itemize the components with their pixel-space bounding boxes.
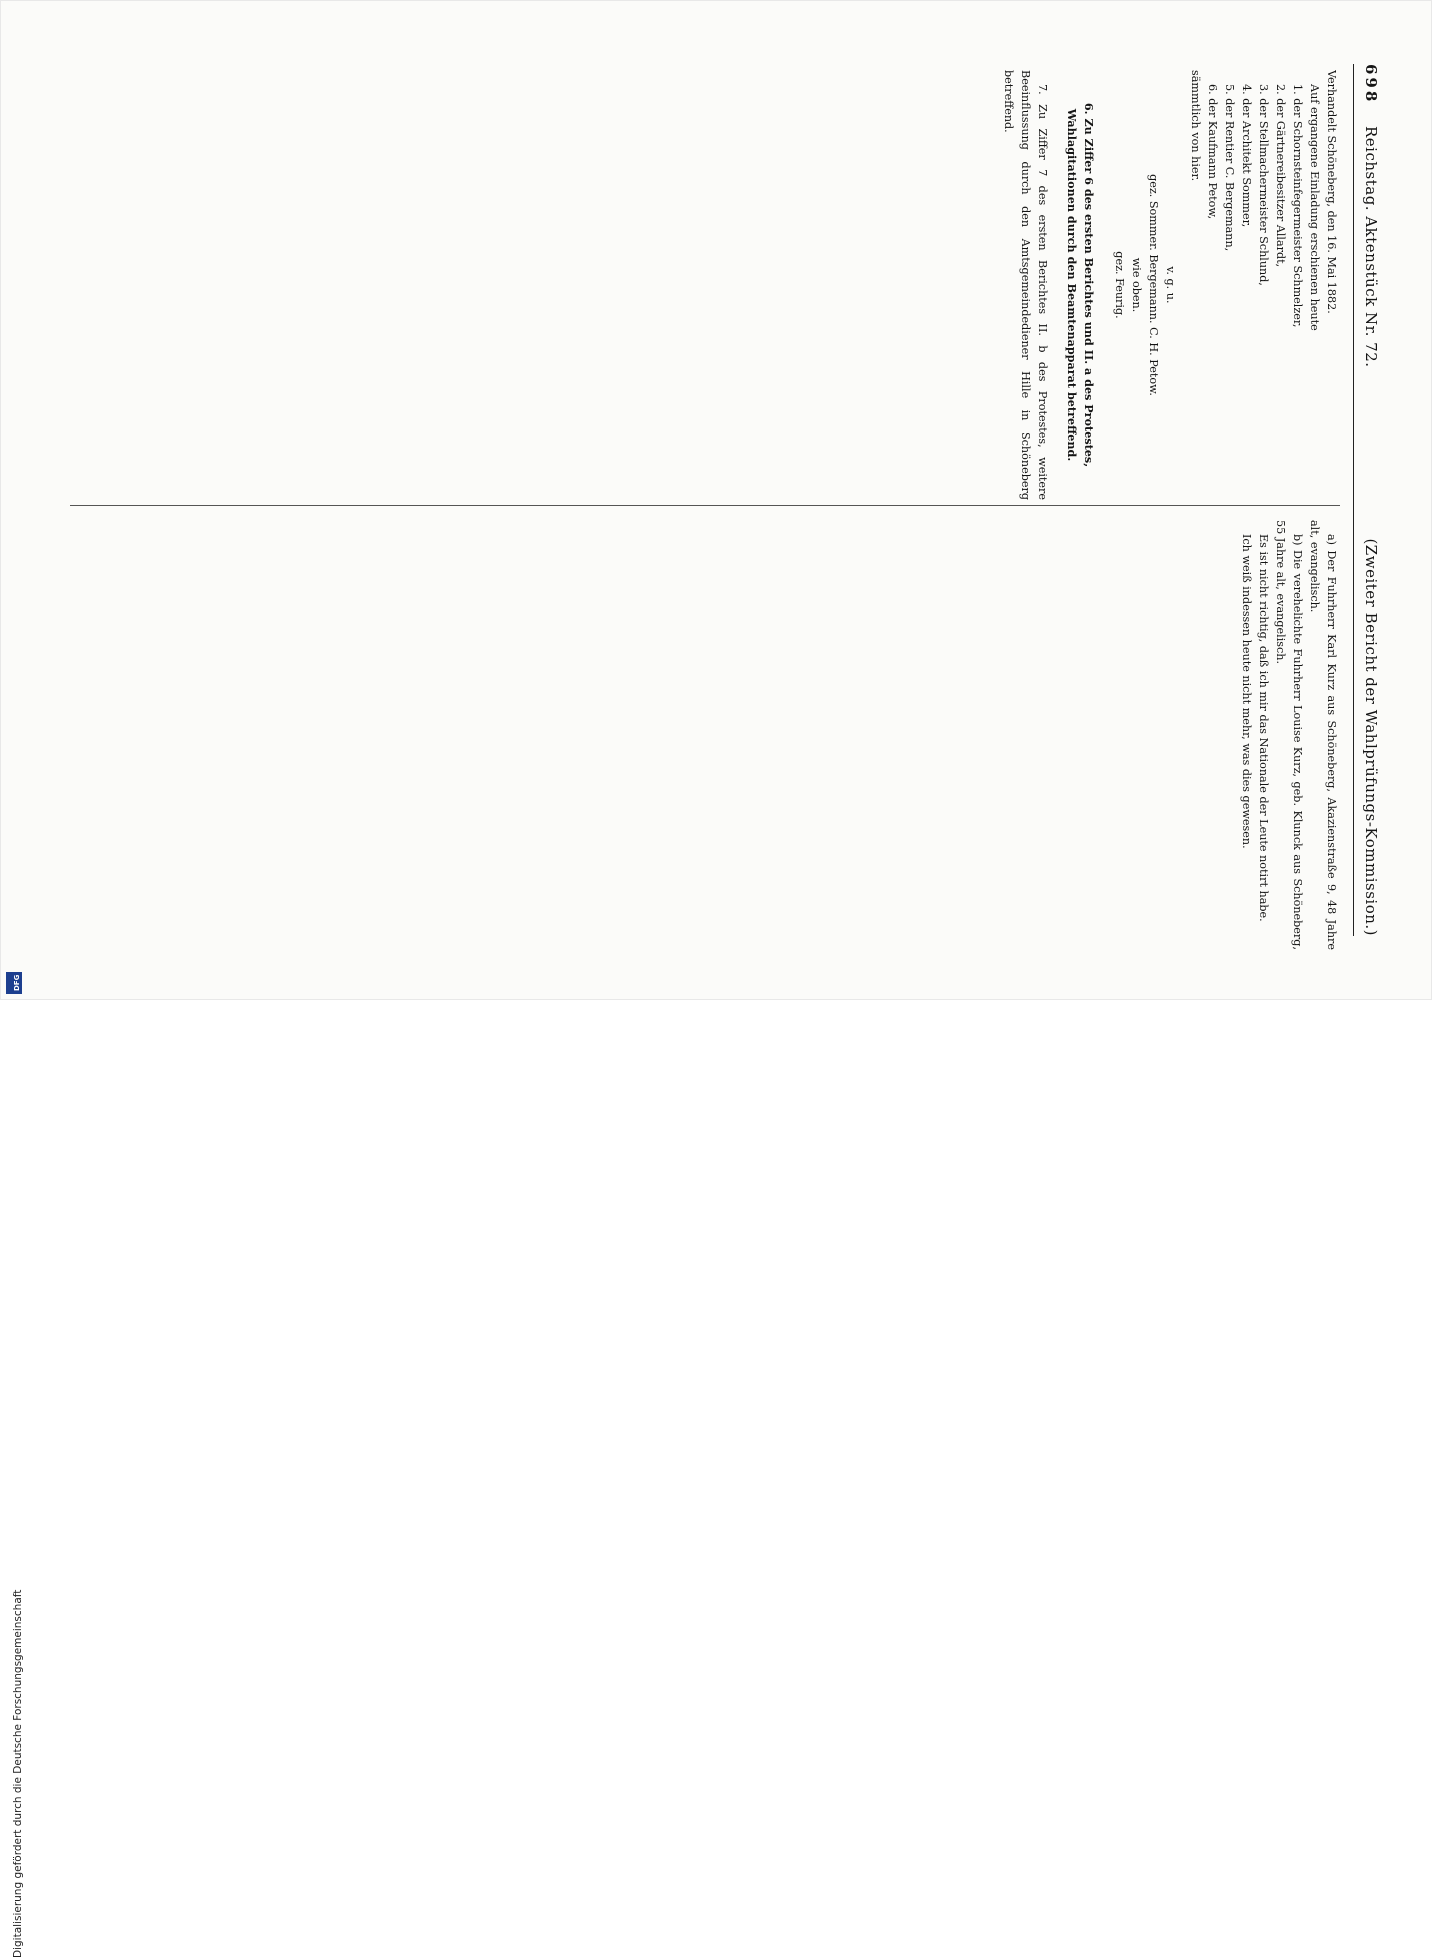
list-item: 5. der Rentier C. Bergemann,	[1223, 84, 1236, 252]
running-head	[1353, 64, 1384, 936]
list-item: 3. der Stellmachermeister Schlund,	[1257, 84, 1270, 286]
centered-line: gez. Feurig.	[1113, 251, 1126, 319]
list-item: 1. der Schornsteinfegermeister Schmelzer,	[1291, 84, 1304, 328]
page-number: 698	[1362, 64, 1380, 105]
text-column-right	[70, 520, 1340, 950]
text-column-left	[70, 70, 1340, 500]
funding-notice: Digitalisierung gefördert durch die Deutsche Forschungsgemeinschaft	[12, 1589, 24, 1958]
paragraph-gap	[1179, 70, 1187, 500]
dfg-logo: DFG	[6, 972, 22, 994]
paragraph: Ich weiß indessen heute nicht mehr, was dies gewesen.	[1240, 534, 1253, 849]
paragraph: sämmtlich von hier.	[1189, 70, 1202, 182]
centered-line: gez. Sommer. Bergemann. C. H. Petow.	[1147, 174, 1160, 396]
column-divider	[70, 505, 1340, 506]
paragraph: a) Der Fuhrherr Karl Kurz aus Schöneberg, Akazienstraße 9, 48 Jahre alt, evangelisch.	[1308, 520, 1338, 950]
list-item: 4. der Architekt Sommer,	[1240, 84, 1253, 228]
paragraph: Verhandelt Schöneberg, den 16. Mai 1882.	[1325, 70, 1338, 314]
paragraph: Es ist nicht richtig, daß ich mir das Nationale der Leute notirt habe.	[1257, 534, 1270, 922]
paragraph-gap	[1103, 70, 1111, 500]
list-item: 6. der Kaufmann Petow,	[1206, 84, 1219, 220]
centered-line: v. g. u.	[1164, 266, 1177, 304]
list-item: 2. der Gärtnereibesitzer Allardt,	[1274, 84, 1287, 268]
section-heading: 6. Zu Ziffer 6 des ersten Berichtes und II. a des Protestes, Wahlagitationen durch den Beamtenapparat betreffend.	[1065, 102, 1096, 468]
centered-line: wie oben.	[1130, 257, 1143, 313]
header-title: Reichstag. Aktenstück Nr. 72.	[1362, 126, 1380, 368]
paragraph: Auf ergangene Einladung erschienen heute	[1308, 84, 1321, 331]
paragraph: b) Die verehelichte Fuhrherr Louise Kurz, geb. Klunck aus Schöneberg, 55 Jahre alt, evangelisch.	[1274, 520, 1304, 950]
header-subtitle: (Zweiter Bericht der Wahlprüfungs-Kommission.)	[1362, 538, 1380, 936]
paragraph-gap	[1051, 70, 1059, 500]
digitization-footer	[0, 958, 1432, 1958]
paragraph: 7. Zu Ziffer 7 des ersten Berichtes II. b des Protestes, weitere Beeinflussung durch den Amtsgemeindediener Hille in Schöneberg betreffend.	[1002, 70, 1049, 500]
